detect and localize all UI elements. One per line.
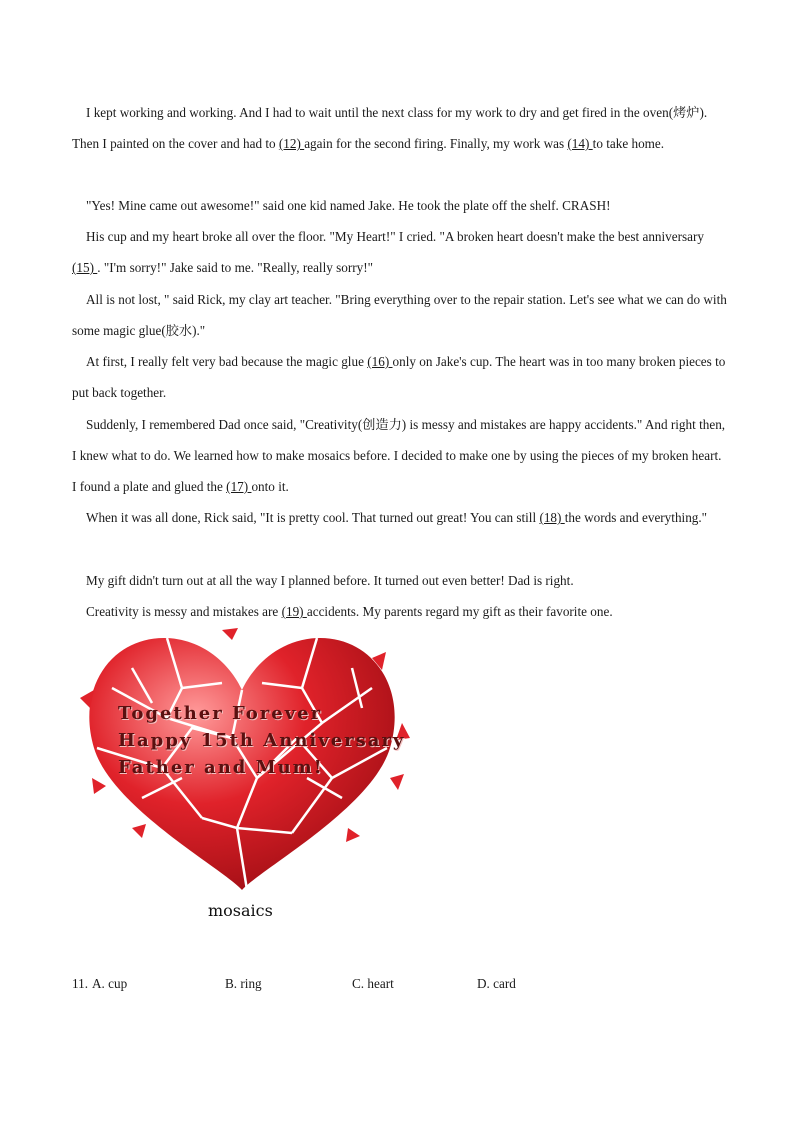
paragraph-text: only on Jake's cup. The heart was in too many broken pieces to put back together. (72, 354, 726, 400)
answer-blank: (14) (567, 136, 593, 151)
paragraph-text: "Yes! Mine came out awesome!" said one kid named Jake. He took the plate off the shelf. CRASH! (86, 198, 611, 213)
paragraph-text: Suddenly, I remembered Dad once said, "Creativity(创造力) is messy and mistakes are happy accidents." And right then, I knew what to do. We learned how to make mosaics before. I decided to make one by using the pieces of my broken heart. I found a plate and glued the (72, 417, 726, 494)
heart-shard (222, 628, 238, 640)
paragraph-text: My gift didn't turn out at all the way I planned before. It turned out even better! Dad is right. (86, 573, 574, 588)
option-b[interactable]: B. ring (225, 976, 262, 991)
paragraph-text: to take home. (592, 136, 665, 151)
paragraph-4 (72, 284, 727, 346)
question-number: 11. (72, 976, 88, 991)
paragraph-text: Creativity is messy and mistakes are (86, 604, 282, 619)
paragraph-text: His cup and my heart broke all over the floor. "My Heart!" I cried. "A broken heart doesn't make the best anniversary (86, 229, 704, 244)
paragraph-7 (72, 502, 727, 533)
paragraph-3 (72, 221, 727, 283)
paragraph-2 (72, 190, 727, 221)
paragraph-1 (72, 97, 727, 159)
figure-caption: mosaics (208, 901, 273, 920)
option-d[interactable]: D. card (477, 976, 516, 991)
answer-blank: (16) (367, 354, 393, 369)
heart-shard (346, 828, 360, 842)
answer-blank: (18) (539, 510, 565, 525)
answer-blank: (19) (281, 604, 307, 619)
paragraph-5 (72, 346, 727, 408)
paragraph-text: I kept working and working. And I had to wait until the next class for my work to dry and get fired in the oven(烤炉). Then I painted on the cover and had to (72, 105, 708, 151)
option-c[interactable]: C. heart (352, 976, 394, 991)
answer-blank: (17) (226, 479, 252, 494)
paragraph-text: accidents. My parents regard my gift as their favorite one. (306, 604, 613, 619)
paragraph-9 (72, 596, 727, 627)
answer-blank: (15) (72, 260, 98, 275)
paragraph-text: again for the second firing. Finally, my work was (304, 136, 568, 151)
inscription-line-3: Father and Mum! (118, 757, 324, 778)
inscription-line-2: Happy 15th Anniversary (118, 730, 406, 751)
heart-shard (92, 778, 106, 794)
heart-inscription (118, 700, 405, 781)
heart-shard (132, 824, 146, 838)
paragraph-text: onto it. (251, 479, 289, 494)
paragraph-text: . "I'm sorry!" Jake said to me. "Really, really sorry!" (97, 260, 374, 275)
inscription-line-1: Together Forever (118, 703, 323, 724)
answer-blank: (12) (278, 136, 305, 151)
option-a[interactable]: A. cup (92, 976, 128, 991)
paragraph-text: the words and everything." (564, 510, 708, 525)
paragraph-6 (72, 409, 727, 502)
paragraph-8 (72, 565, 727, 596)
paragraph-text: When it was all done, Rick said, "It is pretty cool. That turned out great! You can still (86, 510, 540, 525)
paragraph-text: At first, I really felt very bad because the magic glue (86, 354, 368, 369)
paragraph-text: All is not lost, " said Rick, my clay art teacher. "Bring everything over to the repair station. Let's see what we can do with some magic glue(胶水)." (72, 292, 727, 338)
mosaic-heart-figure (72, 628, 412, 920)
